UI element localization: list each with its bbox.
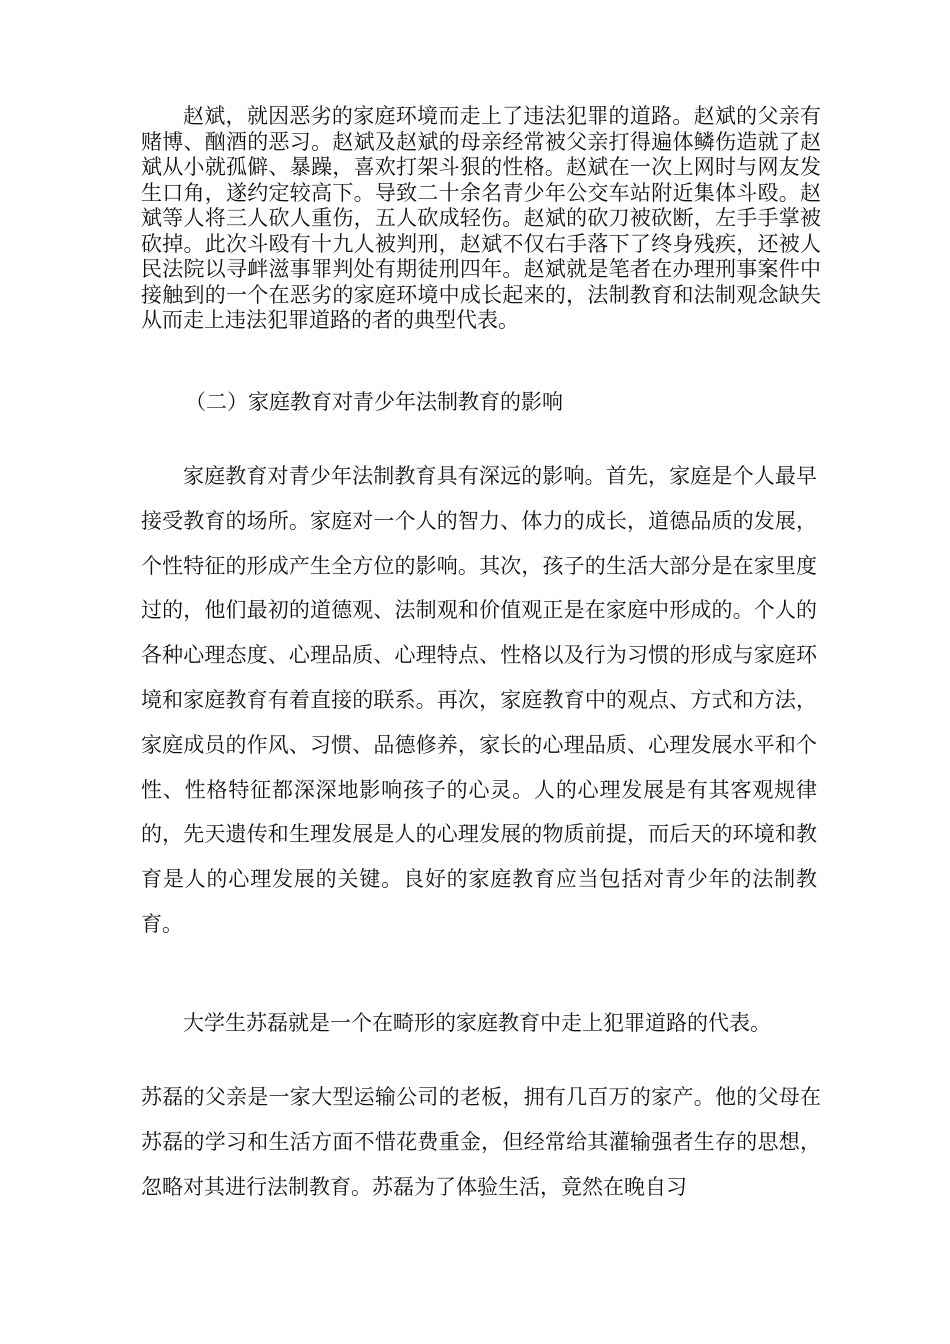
paragraph-zhao-bin-case: 赵斌，就因恶劣的家庭环境而走上了违法犯罪的道路。赵斌的父亲有赌博、酗酒的恶习。赵斌及赵斌的母亲经常被父亲打得遍体鳞伤造就了赵斌从小就孤僻、暴躁，喜欢打架斗狠的性格。赵斌在一次上网时与网友发生口角，遂约定较高下。导致二十余名青少年公交车站附近集体斗殴。赵斌等人将三人砍人重伤，五人砍成轻伤。赵斌的砍刀被砍断，左手手掌被砍掉。此次斗殴有十九人被判刑，赵斌不仅右手落下了终身残疾，还被人民法院以寻衅滋事罪判处有期徒刑四年。赵斌就是笔者在办理刑事案件中接触到的一个在恶劣的家庭环境中成长起来的，法制教育和法制观念缺失从而走上违法犯罪道路的者的典型代表。 [141, 104, 821, 332]
section-heading: （二）家庭教育对青少年法制教育的影响 [185, 390, 563, 414]
paragraph-su-lei-intro: 大学生苏磊就是一个在畸形的家庭教育中走上犯罪道路的代表。 [183, 1011, 771, 1035]
paragraph-family-education-influence: 家庭教育对青少年法制教育具有深远的影响。首先，家庭是个人最早接受教育的场所。家庭对一个人的智力、体力的成长，道德品质的发展，个性特征的形成产生全方位的影响。其次，孩子的生活大部分是在家里度过的，他们最初的道德观、法制观和价值观正是在家庭中形成的。个人的各种心理态度、心理品质、心理特点、性格以及行为习惯的形成与家庭环境和家庭教育有着直接的联系。再次，家庭教育中的观点、方式和方法，家庭成员的作风、习惯、品德修养，家长的心理品质、心理发展水平和个性、性格特征都深深地影响孩子的心灵。人的心理发展是有其客观规律的，先天遗传和生理发展是人的心理发展的物质前提，而后天的环境和教育是人的心理发展的关键。良好的家庭教育应当包括对青少年的法制教育。 [141, 464, 817, 936]
paragraph-su-lei-case: 苏磊的父亲是一家大型运输公司的老板，拥有几百万的家产。他的父母在苏磊的学习和生活方面不惜花费重金，但经常给其灌输强者生存的思想，忽略对其进行法制教育。苏磊为了体验生活，竟然在晚自习 [141, 1085, 821, 1199]
